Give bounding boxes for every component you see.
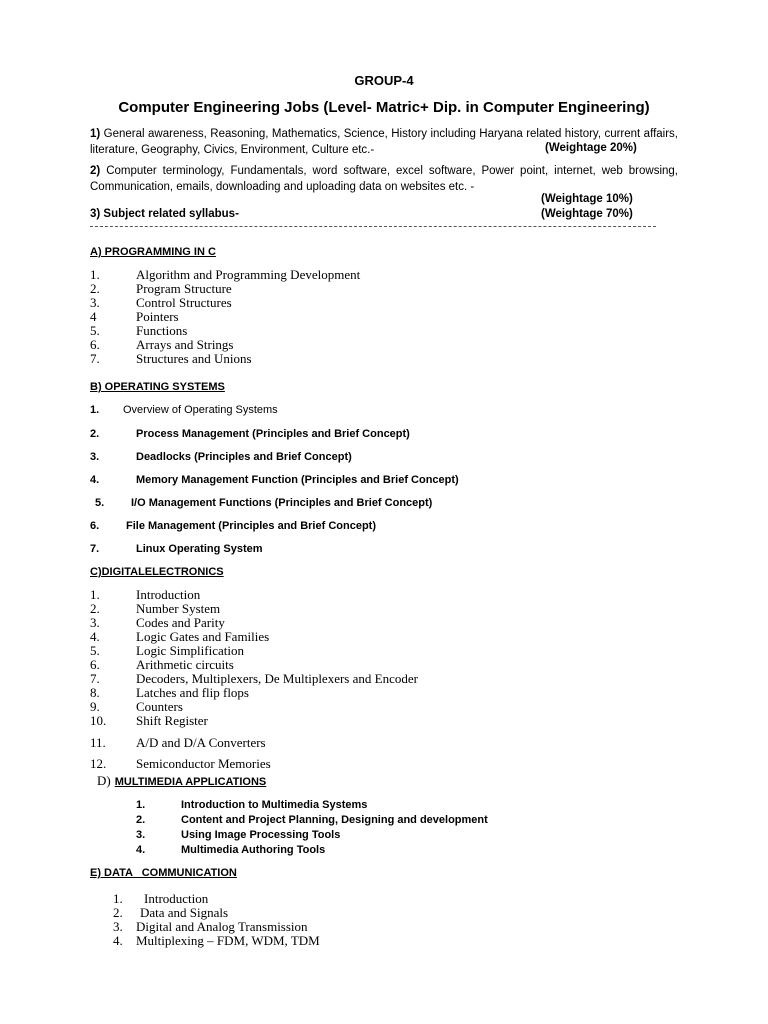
syllabus-paragraph-2 xyxy=(90,163,678,195)
paragraph-2-number: 2) xyxy=(90,165,101,177)
section-d-prefix: D) xyxy=(97,773,111,788)
paragraph-2-weightage: (Weightage 10%) xyxy=(541,193,633,205)
paragraph-3-weightage: (Weightage 70%) xyxy=(541,208,633,220)
section-d-heading xyxy=(97,772,266,790)
section-c-heading xyxy=(90,566,224,578)
section-c-prefix: C) xyxy=(90,566,102,578)
paragraph-2-text: Computer terminology, Fundamentals, word software, excel software, Power point, internet, web browsing, Communication, emails, downloading and uploading data on websites etc. - xyxy=(90,165,678,193)
paragraph-3-text: 3) Subject related syllabus- xyxy=(90,208,239,220)
dashed-divider xyxy=(90,226,656,227)
section-b-heading: B) OPERATING SYSTEMS xyxy=(90,381,225,393)
paragraph-1-text: General awareness, Reasoning, Mathematics, Science, History including Haryana related history, current affairs, literature, Geography, Civics, Environment, Culture etc.- xyxy=(90,128,678,156)
paragraph-1-weightage: (Weightage 20%) xyxy=(545,142,637,154)
section-c-title: DIGITALELECTRONICS xyxy=(101,566,224,578)
group-title: GROUP-4 xyxy=(354,73,414,88)
section-e-heading: E) DATA COMMUNICATION xyxy=(90,867,237,879)
document-page: GROUP-4 Computer Engineering Jobs (Level- Matric+ Dip. in Computer Engineering) 1) General awareness, Reasoning, Mathematics, Science, History including Haryana related history, current affairs, literature, Geography, Civics, Environment, Culture etc.- (Weightage 20%) 2) Computer terminology, Fundamentals, word software, excel software, Power point, internet, web browsing, Communication, emails, downloading and uploading data on websites etc. - (Weightage 10%) 3) Subject related syllabus- (Weightage 70%) A) PROGRAMMING IN C 1. Algorithm and Programming Development 2. Program Structure 3. Control Structures 4 Pointers 5. Functions 6. Arrays and Strings 7. Structures and Unions B) OPERATING SYSTEMS 1. Overview of Operating Systems 2. Process Management (Principles and Brief Concept) 3. Deadlocks (Principles and Brief Concept) 4. Memory Management Function (Principles and Brief Concept) 5. I/O Management Functions (Principles and Brief Concept) 6. File Management (Principles and Brief Concept) 7. Linux Operating System C)DIGITALELECTRONICS 1. Introduction 2. Number System 3. Codes and Parity 4. Logic Gates and Families 5. Logic Simplification 6. Arithmetic circuits 7. Decoders, Multiplexers, De Multiplexers and Encoder 8. Latches and flip flops 9. Counters 10. Shift Register 11. A/D and D/A Converters 12. Semiconductor Memories D) MULTIMEDIA APPLICATIONS 1. Introduction to Multimedia Systems 2. Content and Project Planning, Designing and development 3. Using Image Processing Tools 4. Multimedia Authoring Tools E) DATA COMMUNICATION 1. Introduction 2. Data and Signals 3. Digital and Analog Transmission 4. Multiplexing – FDM, WDM, TDM xyxy=(0,0,768,1024)
paragraph-1-number: 1) xyxy=(90,128,101,140)
section-d-title: MULTIMEDIA APPLICATIONS xyxy=(114,776,267,788)
section-a-heading: A) PROGRAMMING IN C xyxy=(90,246,216,258)
page-title: Computer Engineering Jobs (Level- Matric+ Dip. in Computer Engineering) xyxy=(118,99,650,116)
